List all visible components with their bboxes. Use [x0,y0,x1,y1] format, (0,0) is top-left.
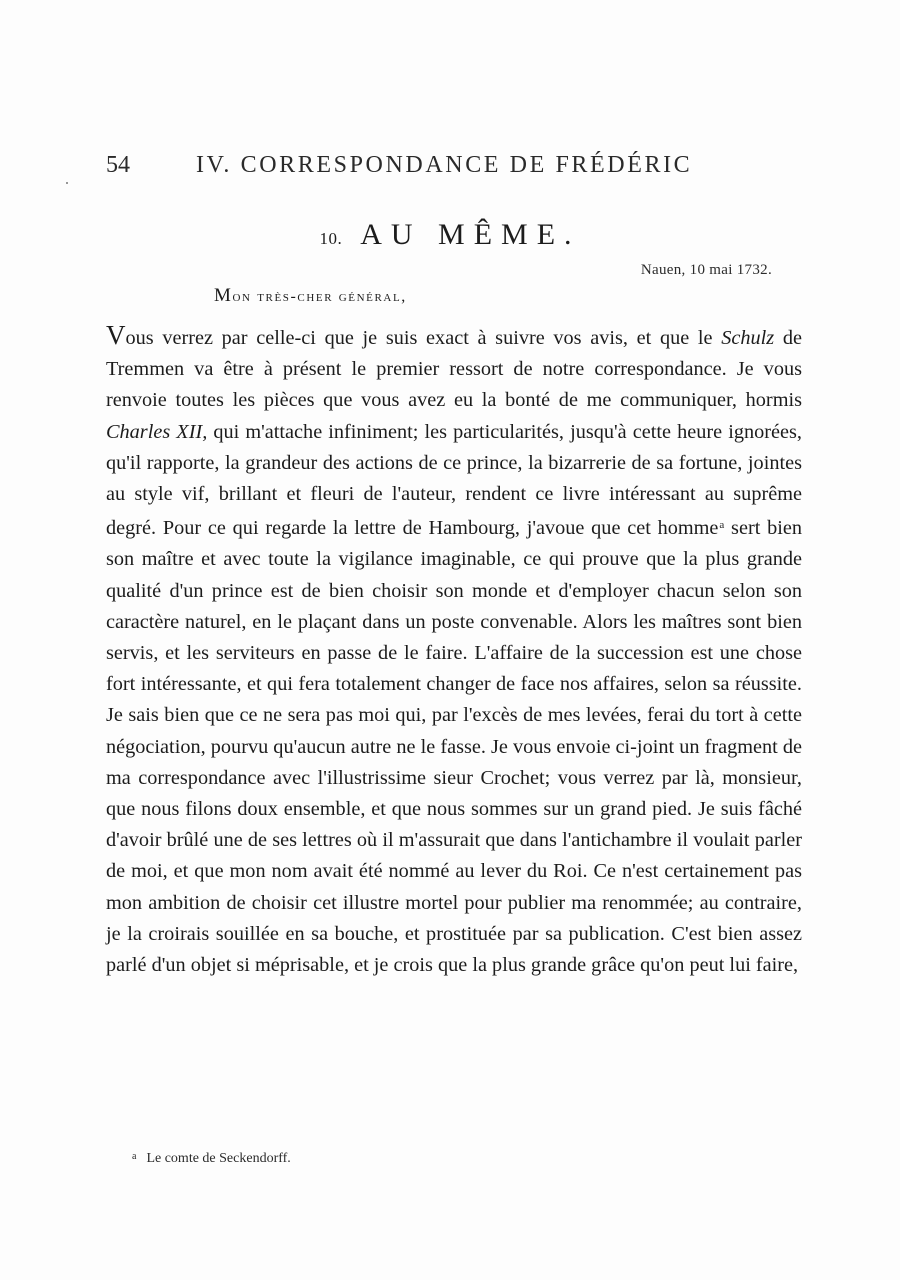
letter-number: 10. [319,229,343,248]
running-header-title: IV. CORRESPONDANCE DE FRÉDÉRIC [196,152,693,178]
page-number: 54 [106,152,130,178]
footnote-reference[interactable]: a [719,519,725,532]
body-text-segment: qui m'attache infiniment; les particularités, jusqu'à cette heure ignorées, qu'il rapporte, la grandeur des actions de ce prince, la bizarrerie de sa fortune, jointes au style vif, brillant et fleuri de l'auteur, rendent ce livre intéressant au suprême degré. Pour ce qui regarde la lettre de Hambourg, j'avoue que cet homme [106,420,802,540]
body-text-segment: de Tremmen va être à présent le premier ressort de notre correspondance. Je vous renvoie toutes les pièces que vous avez eu la bonté de me communiquer, hormis [106,327,802,412]
margin-speck [66,182,68,184]
place-date: Nauen, 10 mai 1732. [640,262,772,278]
body-paragraph [106,322,802,981]
letter-heading [0,218,900,252]
body-text-segment: ous verrez par celle-ci que je suis exact à suivre vos avis, et que le [125,327,722,349]
italic-title-charles-xii: Charles XII, [106,420,208,443]
body-text-segment: sert bien son maître et avec toute la vigilance imaginable, ce qui prouve que la plus grande qualité d'un prince est de bien choisir son monde et d'employer chacun selon son caractère naturel, en le plaçant dans un poste convenable. Alors les maîtres sont bien servis, et les serviteurs en passe de le faire. L'affaire de la succession est une chose fort intéressante, et qui fera totalement changer de face nos affaires, selon sa réussite. Je sais bien que ce ne sera pas moi qui, par l'excès de mes levées, ferai du tort à cette négociation, pourvu qu'aucun autre ne le fasse. Je vous envoie ci-joint un fragment de ma correspondance avec l'illustrissime sieur Crochet; vous verrez par là, monsieur, que nous filons doux ensemble, et que nous sommes sur un grand pied. Je suis fâché d'avoir brûlé une de ses lettres où il m'assurait que dans l'antichambre il voulait parler de moi, et que mon nom avait été nommé au lever du Roi. Ce n'est certainement pas mon ambition de choisir cet illustre mortel pour publier ma renommée; au contraire, je la croirais souillée en sa bouche, et prostituée par sa publication. C'est bien assez parlé d'un objet si méprisable, et je crois que la plus grande grâce qu'on peut lui faire, [106,517,802,977]
italic-name-schulz: Schulz [721,327,775,349]
footnote-mark: a [132,1151,137,1162]
footnote-text: Le comte de Seckendorff. [146,1151,291,1166]
letter-title: AU MÊME. [360,218,581,251]
letter-body [106,322,802,981]
salutation: Mon très-cher général, [214,285,407,306]
drop-cap: V [106,320,126,350]
running-header [106,152,706,186]
footnote [132,1151,291,1167]
